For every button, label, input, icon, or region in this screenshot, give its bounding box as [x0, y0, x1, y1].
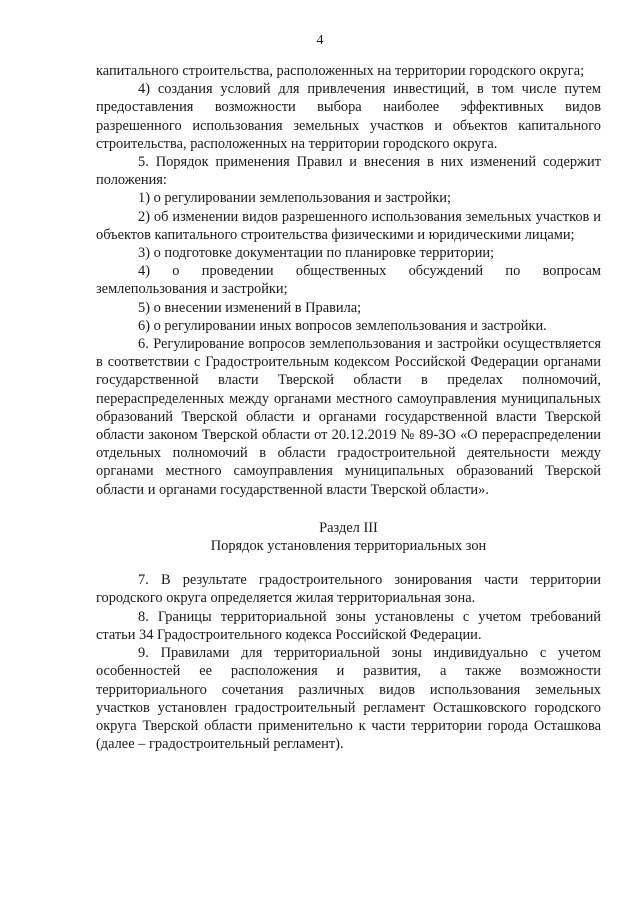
list-item: 6) о регулировании иных вопросов землепользования и застройки. — [138, 317, 547, 334]
document-body — [96, 62, 601, 753]
paragraph: 6. Регулирование вопросов землепользования и застройки осуществляется в соответствии с Градостроительным кодексом Российской Федерации органами государственной власти Тверской области в пределах полномочий, перераспределенных между органами местного самоуправления муниципальных образований Тверской области и органами государственной власти Тверской области законом Тверской области от 20.12.2019 № 89-ЗО «О перераспределении отдельных полномочий в области градостроительной деятельности между органами местного самоуправления муниципальных образований Тверской области и органами государственной власти Тверской области». — [96, 336, 601, 498]
paragraph-continuation: капитального строительства, расположенных на территории городского округа; — [96, 63, 585, 79]
list-item: 1) о регулировании землепользования и застройки; — [138, 190, 452, 207]
paragraph: 4) создания условий для привлечения инвестиций, в том числе путем предоставления возможности выбора наиболее эффективных видов разрешенного использования земельных участков и объектов капитального строительства, расположенных на территории городского округа. — [96, 81, 601, 152]
page-number: 4 — [316, 33, 324, 48]
paragraph: 9. Правилами для территориальной зоны индивидуально с учетом особенностей ее расположения и развития, а также возможности территориального сочетания различных видов использования земельных участков установлен градостроительный регламент Осташковского городского округа Тверской области применительно к части территории города Осташкова (далее – градостроительный регламент). — [96, 645, 601, 753]
section-title: Раздел III — [319, 519, 378, 536]
paragraph: 7. В результате градостроительного зонирования части территории городского округа определяется жилая территориальная зона. — [96, 572, 601, 607]
list-item: 2) об изменении видов разрешенного использования земельных участков и объектов капитального строительства физическими и юридическими лицами; — [96, 208, 601, 243]
list-item: 3) о подготовке документации по планировке территории; — [138, 245, 495, 262]
paragraph: 5. Порядок применения Правил и внесения в них изменений содержит положения: — [96, 154, 601, 189]
list-item: 5) о внесении изменений в Правила; — [138, 299, 362, 316]
list-item: 4) о проведении общественных обсуждений по вопросам землепользования и застройки; — [96, 263, 601, 298]
paragraph: 8. Границы территориальной зоны установлены с учетом требований статьи 34 Градостроительного кодекса Российской Федерации. — [96, 608, 601, 643]
section-subtitle: Порядок установления территориальных зон — [210, 538, 487, 555]
